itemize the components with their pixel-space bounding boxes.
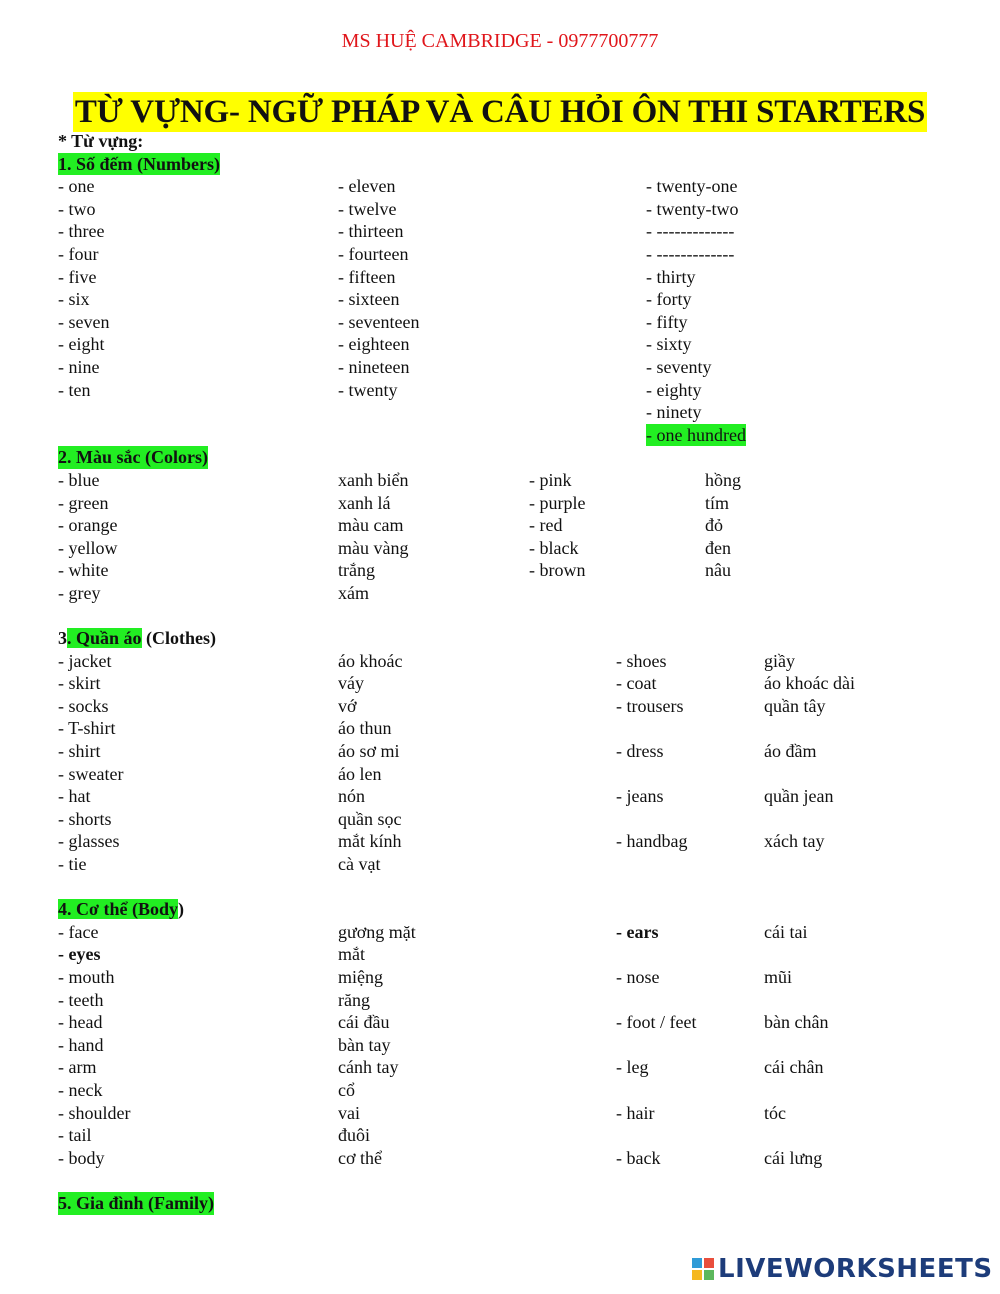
body-heading-line [58,898,988,921]
vietnamese-meaning: gương mặt [338,921,416,942]
vietnamese-meaning: trắng [338,560,375,581]
vietnamese-meaning: hồng [705,469,741,490]
number-word: - thirteen [338,221,404,242]
english-word: - face [58,921,99,942]
body-row [58,989,988,1012]
vietnamese-meaning: cái lưng [764,1147,823,1168]
number-word: - ninety [646,402,702,423]
body-row [58,966,988,989]
body-list [58,921,988,1170]
colors-row [58,492,988,515]
number-word: - fifty [646,311,688,332]
numbers-row [58,333,988,356]
number-word: - twenty [338,379,398,400]
vietnamese-meaning: xanh lá [338,492,391,513]
english-word: - trousers [616,695,684,716]
number-word: - eighty [646,379,702,400]
numbers-row [58,379,988,402]
vietnamese-meaning: tím [705,492,730,513]
english-word: - neck [58,1079,103,1100]
english-word: - hair [616,1102,655,1123]
number-word: - seventy [646,356,712,377]
vietnamese-meaning: mũi [764,966,793,987]
numbers-row [58,311,988,334]
vietnamese-meaning: bàn chân [764,1012,829,1033]
clothes-heading-prefix: 3 [58,628,67,649]
vietnamese-meaning: nón [338,786,365,807]
colors-row [58,559,988,582]
vietnamese-meaning: vớ [338,695,357,716]
vietnamese-meaning: áo đầm [764,741,817,762]
page-title: TỪ VỰNG- NGỮ PHÁP VÀ CÂU HỎI ÔN THI STARTERS [74,94,926,130]
vietnamese-meaning: giầy [764,650,795,671]
section-gap [58,604,988,627]
body-heading-highlight: 4. Cơ thể (Body [58,899,178,920]
number-word: - twelve [338,198,397,219]
colors-list [58,469,988,605]
clothes-heading-highlight: . Quần áo [67,628,142,649]
english-word: - leg [616,1057,649,1078]
body-row [58,1147,988,1170]
english-word: - coat [616,673,657,694]
english-word: - orange [58,515,118,536]
vietnamese-meaning: cổ [338,1079,355,1100]
body-row [58,1034,988,1057]
number-word: - sixteen [338,289,400,310]
vietnamese-meaning: áo thun [338,718,392,739]
number-word: - five [58,266,97,287]
logo-block [704,1258,714,1268]
clothes-heading [58,627,216,650]
numbers-row [58,356,988,379]
title-wrap [0,92,1000,132]
intro-label: * Từ vựng: [58,131,144,151]
english-word: - blue [58,469,100,490]
vietnamese-meaning: xám [338,582,369,603]
english-word: - shirt [58,741,101,762]
number-word: - ------------- [646,221,735,242]
numbers-row [58,175,988,198]
number-word: - eleven [338,176,396,197]
body-row [58,1079,988,1102]
logo-block [692,1258,702,1268]
body-heading-suffix: ) [177,899,184,920]
logo-blocks-icon [692,1258,714,1280]
english-word: - shoulder [58,1102,131,1123]
vietnamese-meaning: cái đầu [338,1012,390,1033]
english-word: - foot / feet [616,1012,697,1033]
body-row [58,1011,988,1034]
vietnamese-meaning: bàn tay [338,1034,391,1055]
colors-row [58,514,988,537]
english-word: - hat [58,786,91,807]
number-word: - fourteen [338,243,409,264]
vietnamese-meaning: quần sọc [338,808,402,829]
vietnamese-meaning: quần tây [764,695,826,716]
section-gap [58,1169,988,1192]
english-word: - red [529,515,563,536]
section-gap [58,876,988,899]
english-word: - tie [58,854,87,874]
clothes-row [58,830,988,853]
numbers-row [58,266,988,289]
clothes-row [58,672,988,695]
vietnamese-meaning: răng [338,989,370,1010]
english-word: - eyes [58,944,101,965]
logo-block [704,1270,714,1280]
colors-heading: 2. Màu sắc (Colors) [58,447,208,468]
colors-row [58,469,988,492]
vietnamese-meaning: đuôi [338,1125,371,1146]
english-word: - handbag [616,831,688,852]
vietnamese-meaning: cơ thể [338,1147,382,1168]
vietnamese-meaning: cái tai [764,921,808,942]
english-word: - green [58,492,109,513]
clothes-row [58,853,988,876]
clothes-row [58,695,988,718]
english-word: - jacket [58,650,112,671]
english-word: - jeans [616,786,664,807]
english-word: - T-shirt [58,718,116,739]
english-word: - black [529,537,579,558]
vietnamese-meaning: cà vạt [338,854,381,874]
number-word: - twenty-two [646,198,739,219]
document-body [58,130,988,1215]
page-header: MS HUỆ CAMBRIDGE - 0977700777 [341,30,659,52]
number-word: - four [58,243,99,264]
number-word: - seventeen [338,311,420,332]
vietnamese-meaning: váy [338,673,364,694]
numbers-list [58,175,988,446]
vietnamese-meaning: áo khoác dài [764,673,855,694]
logo-block [692,1270,702,1280]
number-word: - nine [58,356,100,377]
number-word: - forty [646,289,692,310]
english-word: - dress [616,741,664,762]
english-word: - ears [616,921,659,942]
number-word: - eighteen [338,334,410,355]
vietnamese-meaning: màu vàng [338,537,409,558]
english-word: - hand [58,1034,104,1055]
liveworksheets-logo[interactable] [692,1253,993,1285]
english-word: - grey [58,582,101,603]
english-word: - shoes [616,650,667,671]
english-word: - head [58,1012,103,1033]
vietnamese-meaning: mắt kính [338,831,402,852]
vietnamese-meaning: tóc [764,1102,786,1123]
english-word: - brown [529,560,586,581]
vietnamese-meaning: quần jean [764,786,834,807]
body-row [58,921,988,944]
number-word: - two [58,198,96,219]
vietnamese-meaning: màu cam [338,515,404,536]
english-word: - nose [616,966,660,987]
english-word: - tail [58,1125,92,1146]
english-word: - purple [529,492,586,513]
clothes-row [58,763,988,786]
number-word: - three [58,221,105,242]
family-heading-line [58,1192,988,1215]
body-heading [58,898,184,921]
number-word: - fifteen [338,266,396,287]
numbers-heading: 1. Số đếm (Numbers) [58,153,220,174]
english-word: - arm [58,1057,97,1078]
vietnamese-meaning: cái chân [764,1057,824,1078]
clothes-row [58,717,988,740]
vietnamese-meaning: mắt [338,944,365,965]
colors-heading-line [58,446,988,469]
numbers-row [58,401,988,424]
clothes-heading-line [58,627,988,650]
logo-text: LIVEWORKSHEETS [718,1254,993,1284]
english-word: - shorts [58,808,112,829]
numbers-heading-line [58,153,988,176]
english-word: - white [58,560,109,581]
number-word: - twenty-one [646,176,738,197]
body-row [58,943,988,966]
english-word: - socks [58,695,109,716]
english-word: - teeth [58,989,104,1010]
english-word: - yellow [58,537,118,558]
vietnamese-meaning: đen [705,537,731,558]
english-word: - glasses [58,831,120,852]
body-row [58,1056,988,1079]
clothes-row [58,808,988,831]
clothes-row [58,740,988,763]
body-row [58,1102,988,1125]
clothes-list [58,650,988,876]
clothes-row [58,785,988,808]
clothes-row [58,650,988,673]
vietnamese-meaning: cánh tay [338,1057,399,1078]
body-row [58,1124,988,1147]
numbers-row [58,243,988,266]
english-word: - back [616,1147,661,1168]
vietnamese-meaning: miệng [338,966,383,987]
vietnamese-meaning: vai [338,1102,360,1123]
english-word: - mouth [58,966,115,987]
number-word: - ------------- [646,243,735,264]
numbers-row [58,424,988,447]
numbers-row [58,220,988,243]
vietnamese-meaning: nâu [705,560,731,581]
vietnamese-meaning: áo len [338,763,382,784]
number-word: - ten [58,379,91,400]
number-word: - six [58,289,90,310]
colors-row [58,537,988,560]
numbers-row [58,288,988,311]
vietnamese-meaning: áo khoác [338,650,403,671]
family-heading: 5. Gia đình (Family) [58,1192,215,1213]
english-word: - pink [529,469,572,490]
clothes-heading-suffix: (Clothes) [141,628,217,649]
number-word: - nineteen [338,356,410,377]
number-word: - thirty [646,266,696,287]
english-word: - sweater [58,763,124,784]
number-word: - sixty [646,334,692,355]
english-word: - body [58,1147,105,1168]
numbers-row [58,198,988,221]
number-word: - one [58,176,95,197]
number-word: - one hundred [646,424,746,445]
number-word: - eight [58,334,105,355]
vietnamese-meaning: đỏ [705,515,723,536]
colors-row [58,582,988,605]
number-word: - seven [58,311,110,332]
intro-line [58,130,988,153]
vietnamese-meaning: áo sơ mi [338,741,400,762]
vietnamese-meaning: xách tay [764,831,825,852]
english-word: - skirt [58,673,101,694]
vietnamese-meaning: xanh biển [338,469,409,490]
